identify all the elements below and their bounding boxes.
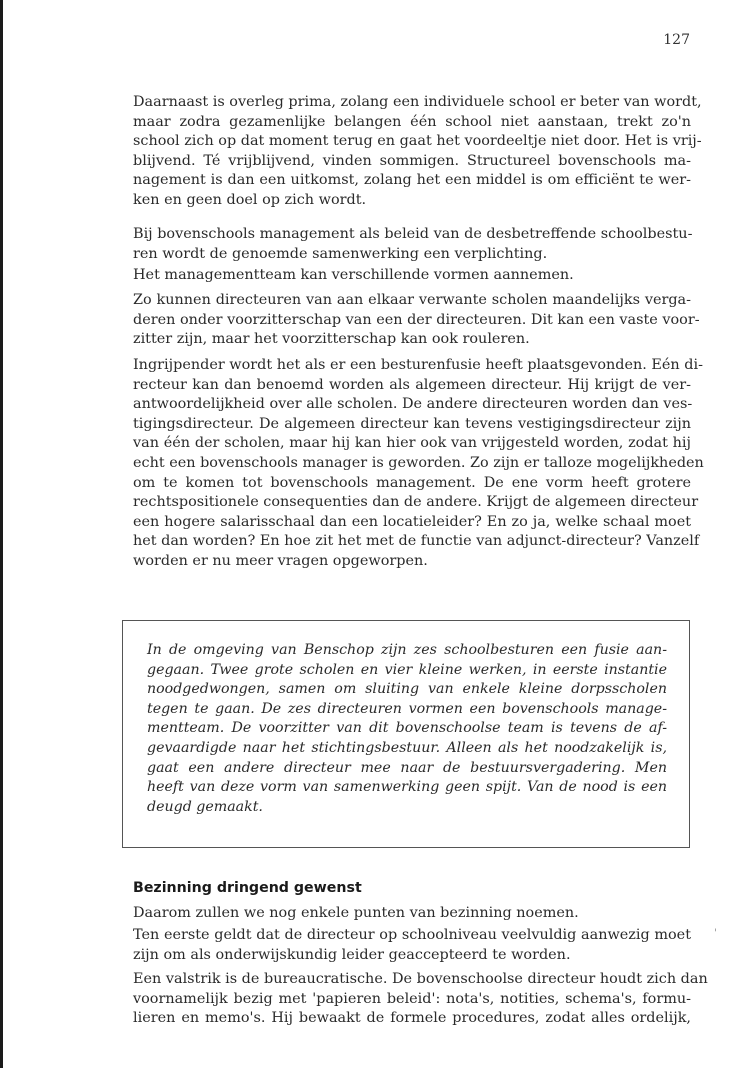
text-line: Ten eerste geldt dat de directeur op schoolniveau veelvuldig aanwezig moet <box>133 927 691 943</box>
text-line: het dan worden? En hoe zit het met de functie van adjunct-directeur? Vanzelf <box>133 533 700 550</box>
text-line: een hogere salarisschaal dan een locatieleider? En zo ja, welke schaal moet <box>133 513 691 530</box>
text-line: voornamelijk bezig met 'papieren beleid': nota's, notities, schema's, formu- <box>133 990 691 1007</box>
text-line: recteur kan dan benoemd worden als algemeen directeur. Hij krijgt de ver- <box>133 376 691 393</box>
example-box-text <box>147 641 667 817</box>
text-line: ren wordt de genoemde samenwerking een verplichting. <box>133 245 548 262</box>
text-line: zijn om als onderwijskundig leider geaccepteerd te worden. <box>133 946 571 963</box>
paragraph-directeuren <box>133 291 700 350</box>
paragraph-beleid <box>133 225 691 264</box>
page-binding-edge <box>0 0 3 1068</box>
page-number: 127 <box>663 32 690 48</box>
text-line: heeft van deze vorm van samenwerking geen spijt. Van de nood is een <box>147 779 667 796</box>
text-line: tegen te gaan. De zes directeuren vormen een bovenschools manage- <box>147 700 667 717</box>
text-line: noodgedwongen, samen om sluiting van enkele kleine dorpsscholen <box>147 681 667 698</box>
text-line: mentteam. De voorzitter van dit bovenschoolse team is tevens de af- <box>147 720 667 737</box>
paragraph-managementteam <box>133 266 691 286</box>
text-line: In de omgeving van Benschop zijn zes schoolbesturen een fusie aan- <box>147 642 667 658</box>
text-line: deugd gemaakt. <box>147 798 263 815</box>
paragraph-overleg <box>133 93 702 211</box>
text-line: rechtspositionele consequenties dan de andere. Krijgt de algemeen directeur <box>133 494 699 511</box>
example-box <box>122 620 690 848</box>
paragraph-ten-eerste <box>133 926 691 965</box>
text-line: van één der scholen, maar hij kan hier ook van vrijgesteld worden, zodat hij <box>133 435 691 452</box>
text-line: school zich op dat moment terug en gaat het voordeeltje niet door. Het is vrij- <box>133 133 702 150</box>
text-line: gaat een andere directeur mee naar de bestuursvergadering. Men <box>147 759 667 776</box>
text-line: ken en geen doel op zich wordt. <box>133 191 367 208</box>
paragraph-bezinning <box>133 904 691 924</box>
text-line: echt een bovenschools manager is geworden. Zo zijn er talloze mogelijkheden <box>133 454 704 471</box>
text-line: lieren en memo's. Hij bewaakt de formele procedures, zodat alles ordelijk, <box>133 1010 691 1027</box>
text-line: Bij bovenschools management als beleid van de desbetreffende schoolbestu- <box>133 226 693 242</box>
section-heading: Bezinning dringend gewenst <box>133 880 362 896</box>
text-line: worden er nu meer vragen opgeworpen. <box>133 552 428 569</box>
text-line: Daarom zullen we nog enkele punten van bezinning noemen. <box>133 905 579 921</box>
text-line: zitter zijn, maar het voorzitterschap kan ook rouleren. <box>133 331 530 348</box>
text-line: antwoordelijkheid over alle scholen. De andere directeuren worden dan ves- <box>133 396 693 413</box>
paragraph-valstrik <box>133 970 708 1029</box>
text-line: nagement is dan een uitkomst, zolang het een middel is om efficiënt te wer- <box>133 172 691 189</box>
text-line: gegaan. Twee grote scholen en vier kleine werken, in eerste instantie <box>147 661 667 678</box>
text-line: Ingrijpender wordt het als er een besturenfusie heeft plaatsgevonden. Eén di- <box>133 357 703 373</box>
text-line: Daarnaast is overleg prima, zolang een individuele school er beter van wordt, <box>133 94 702 110</box>
text-line: om te komen tot bovenschools management. De ene vorm heeft grotere <box>133 474 691 491</box>
text-line: blijvend. Té vrijblijvend, vinden sommigen. Structureel bovenschools ma- <box>133 152 691 169</box>
text-line: Het managementteam kan verschillende vormen aannemen. <box>133 267 574 283</box>
text-line: Een valstrik is de bureaucratische. De bovenschoolse directeur houdt zich dan <box>133 971 708 987</box>
text-line: tigingsdirecteur. De algemeen directeur kan tevens vestigingsdirecteur zijn <box>133 415 691 432</box>
margin-mark: ' <box>714 928 717 939</box>
paragraph-besturenfusie <box>133 356 704 572</box>
text-line: deren onder voorzitterschap van een der directeuren. Dit kan een vaste voor- <box>133 311 700 328</box>
text-line: maar zodra gezamenlijke belangen één school niet aanstaan, trekt zo'n <box>133 113 691 130</box>
text-line: gevaardigde naar het stichtingsbestuur. Alleen als het noodzakelijk is, <box>147 739 667 756</box>
text-line: Zo kunnen directeuren van aan elkaar verwante scholen maandelijks verga- <box>133 292 691 308</box>
